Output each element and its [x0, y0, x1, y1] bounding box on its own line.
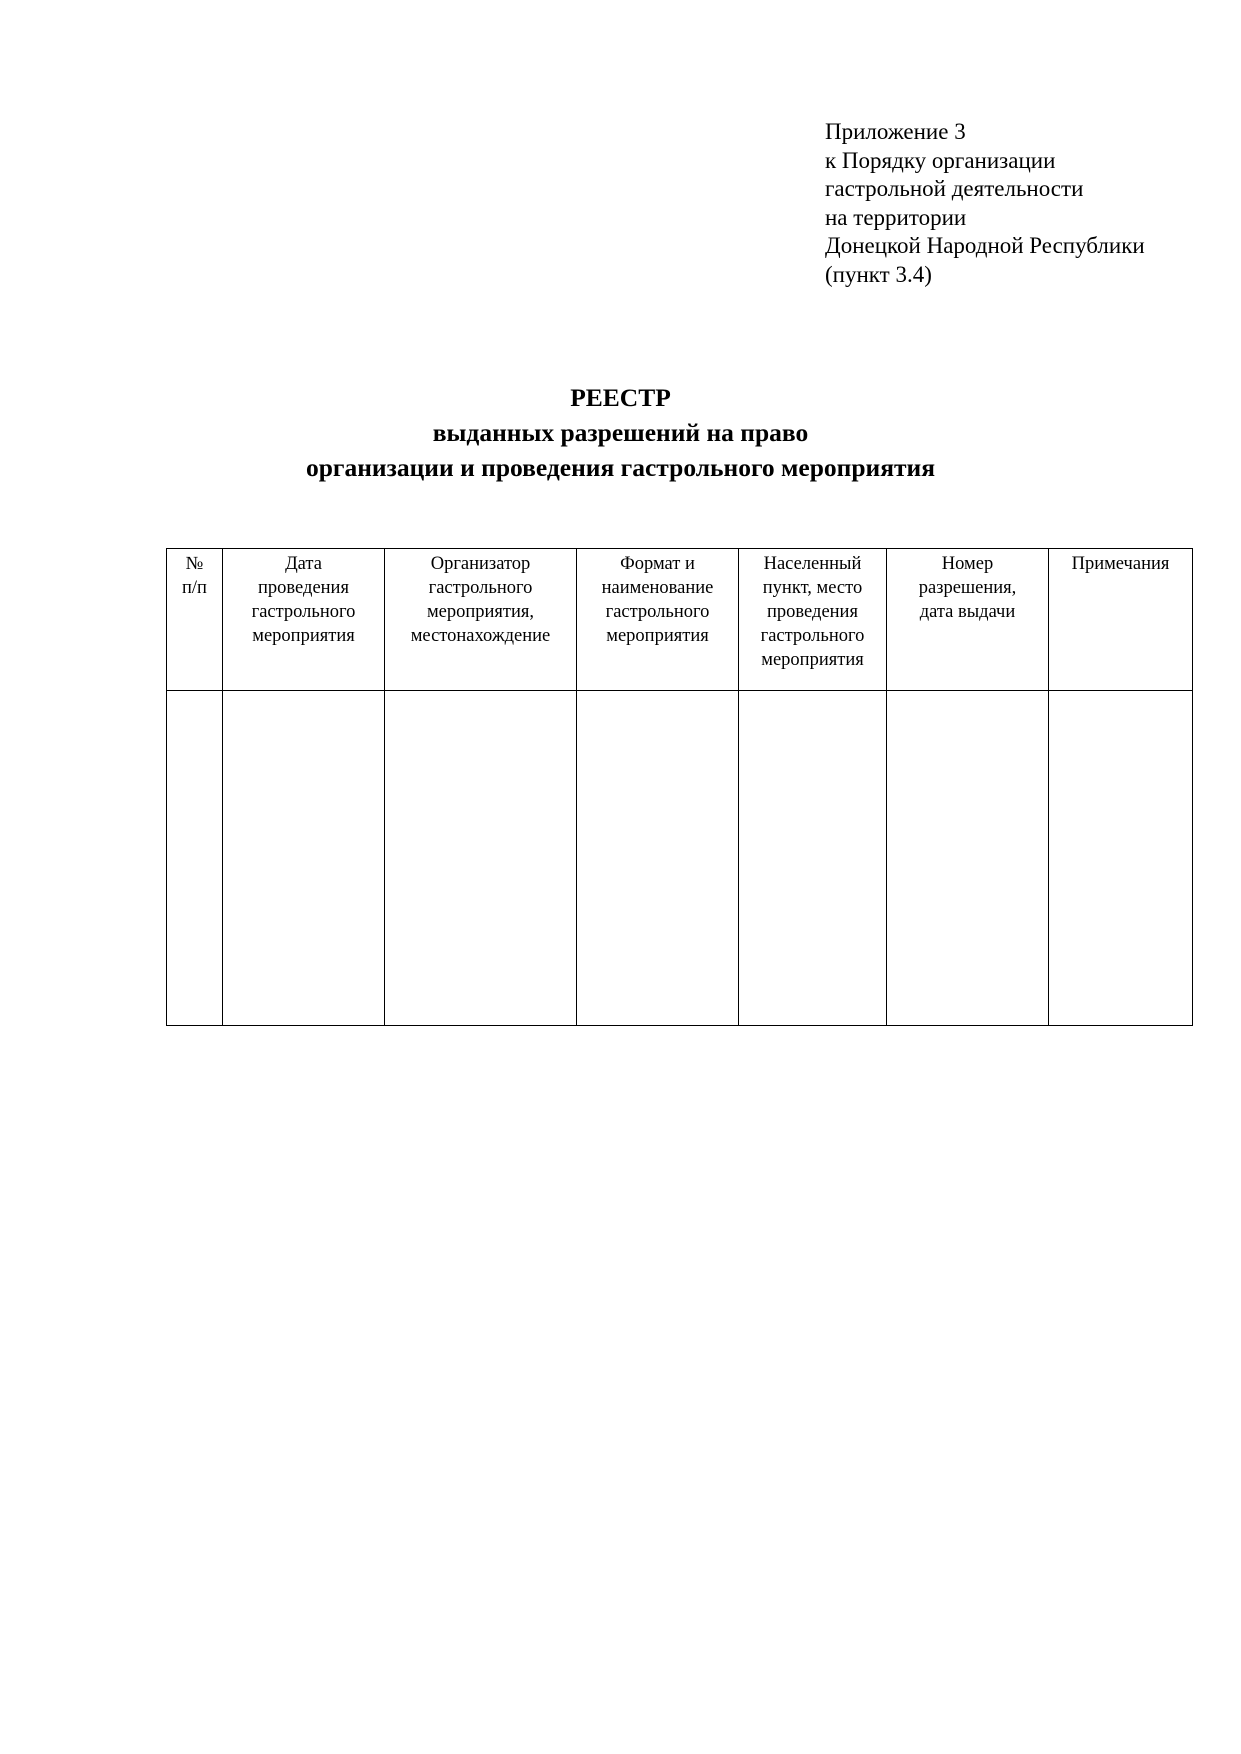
column-header-number: № п/п — [167, 549, 223, 691]
column-header-notes: Примечания — [1049, 549, 1193, 691]
appendix-note — [825, 118, 1225, 289]
document-title — [0, 380, 1241, 485]
title-line: выданных разрешений на право — [432, 418, 809, 447]
column-header-permit-number: Номер разрешения, дата выдачи — [887, 549, 1049, 691]
column-header-event-date: Дата проведения гастрольного мероприятия — [223, 549, 385, 691]
table-row — [167, 691, 1193, 1026]
column-header-format-name: Формат и наименование гастрольного мероприятия — [577, 549, 739, 691]
table-cell[interactable] — [1049, 691, 1193, 1026]
appendix-line: гастрольной деятельности — [825, 176, 1084, 201]
table-header-row — [167, 549, 1193, 691]
appendix-line: к Порядку организации — [825, 147, 1056, 173]
column-header-organizer: Организатор гастрольного мероприятия, местонахождение — [385, 549, 577, 691]
column-header-location: Населенный пункт, место проведения гастрольного мероприятия — [739, 549, 887, 691]
title-line: РЕЕСТР — [570, 383, 671, 412]
table-cell[interactable] — [739, 691, 887, 1026]
appendix-line: (пункт 3.4) — [825, 261, 932, 287]
appendix-line: на территории — [825, 204, 967, 230]
title-line: организации и проведения гастрольного мероприятия — [305, 453, 936, 482]
table-cell[interactable] — [223, 691, 385, 1026]
table-cell[interactable] — [577, 691, 739, 1026]
registry-table — [166, 548, 1193, 1026]
table-cell[interactable] — [887, 691, 1049, 1026]
appendix-line: Приложение 3 — [825, 119, 966, 144]
appendix-line: Донецкой Народной Республики — [825, 233, 1145, 258]
table-cell[interactable] — [385, 691, 577, 1026]
table-cell[interactable] — [167, 691, 223, 1026]
